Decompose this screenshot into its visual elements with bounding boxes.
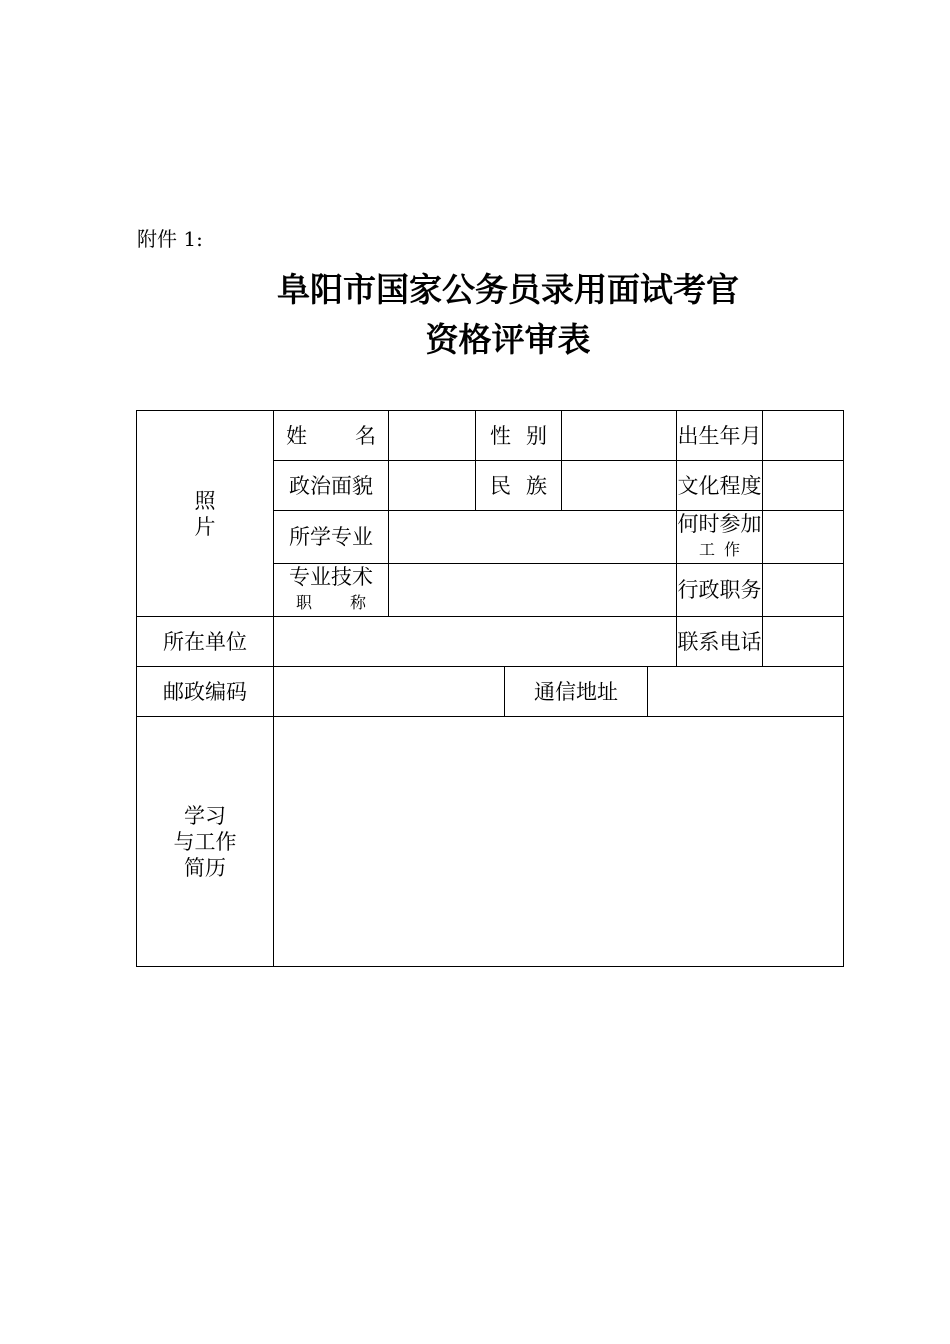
- row-workplace: [137, 617, 844, 667]
- name-label-char1: 姓: [286, 423, 307, 448]
- form-title-line2: 资格评审表: [425, 320, 591, 359]
- work-start-label-char1: 工: [699, 540, 716, 559]
- resume-label-line3: 简历: [184, 855, 226, 880]
- admin-position-label-cell: 行政职务: [677, 564, 763, 617]
- workplace-value-cell[interactable]: [274, 617, 677, 667]
- ethnicity-label-cell: [476, 461, 562, 511]
- gender-label-cell: [476, 411, 562, 461]
- gender-label-char1: 性: [490, 423, 511, 448]
- name-label-char2: 名: [355, 423, 376, 448]
- ethnicity-value-cell[interactable]: [562, 461, 677, 511]
- workplace-label-cell: 所在单位: [137, 617, 274, 667]
- form-title-line1: 阜阳市国家公务员录用面试考官: [277, 270, 739, 309]
- resume-label-cell: [137, 717, 274, 967]
- phone-label-cell: 联系电话: [677, 617, 763, 667]
- tech-title-label-line1: 专业技术: [289, 565, 373, 589]
- admin-position-value-cell[interactable]: [763, 564, 844, 617]
- address-value-cell[interactable]: [648, 667, 844, 717]
- political-value-cell[interactable]: [389, 461, 476, 511]
- postal-code-value-cell[interactable]: [274, 667, 505, 717]
- tech-title-label-char1: 职: [296, 593, 313, 612]
- birth-value-cell[interactable]: [763, 411, 844, 461]
- row-name: [137, 411, 844, 461]
- address-label-cell: 通信地址: [505, 667, 648, 717]
- political-label-cell: 政治面貌: [274, 461, 389, 511]
- major-value-cell[interactable]: [389, 511, 677, 564]
- resume-value-cell[interactable]: [274, 717, 844, 967]
- resume-label-line2: 与工作: [173, 829, 237, 854]
- photo-label-line1: 照: [194, 488, 216, 513]
- phone-value-cell[interactable]: [763, 617, 844, 667]
- ethnicity-label-char1: 民: [490, 473, 511, 498]
- education-label-cell: 文化程度: [677, 461, 763, 511]
- education-value-cell[interactable]: [763, 461, 844, 511]
- work-start-label-line1: 何时参加: [677, 512, 762, 536]
- attachment-label: 附件 1:: [137, 227, 203, 251]
- row-resume: [137, 717, 844, 967]
- work-start-label-cell: [677, 511, 763, 564]
- tech-title-label-cell: [274, 564, 389, 617]
- name-value-cell[interactable]: [389, 411, 476, 461]
- qualification-review-table: [136, 410, 844, 967]
- postal-code-label-cell: 邮政编码: [137, 667, 274, 717]
- row-postal: [137, 667, 844, 717]
- work-start-label-char2: 作: [723, 540, 740, 559]
- ethnicity-label-char2: 族: [526, 473, 547, 498]
- gender-label-char2: 别: [526, 423, 547, 448]
- tech-title-label-char2: 称: [349, 593, 366, 612]
- major-label-cell: 所学专业: [274, 511, 389, 564]
- resume-label-line1: 学习: [184, 803, 226, 828]
- work-start-value-cell[interactable]: [763, 511, 844, 564]
- gender-value-cell[interactable]: [562, 411, 677, 461]
- name-label-cell: [274, 411, 389, 461]
- birth-label-cell: 出生年月: [677, 411, 763, 461]
- tech-title-value-cell[interactable]: [389, 564, 677, 617]
- photo-label-line2: 片: [194, 514, 216, 539]
- photo-cell[interactable]: [137, 411, 274, 617]
